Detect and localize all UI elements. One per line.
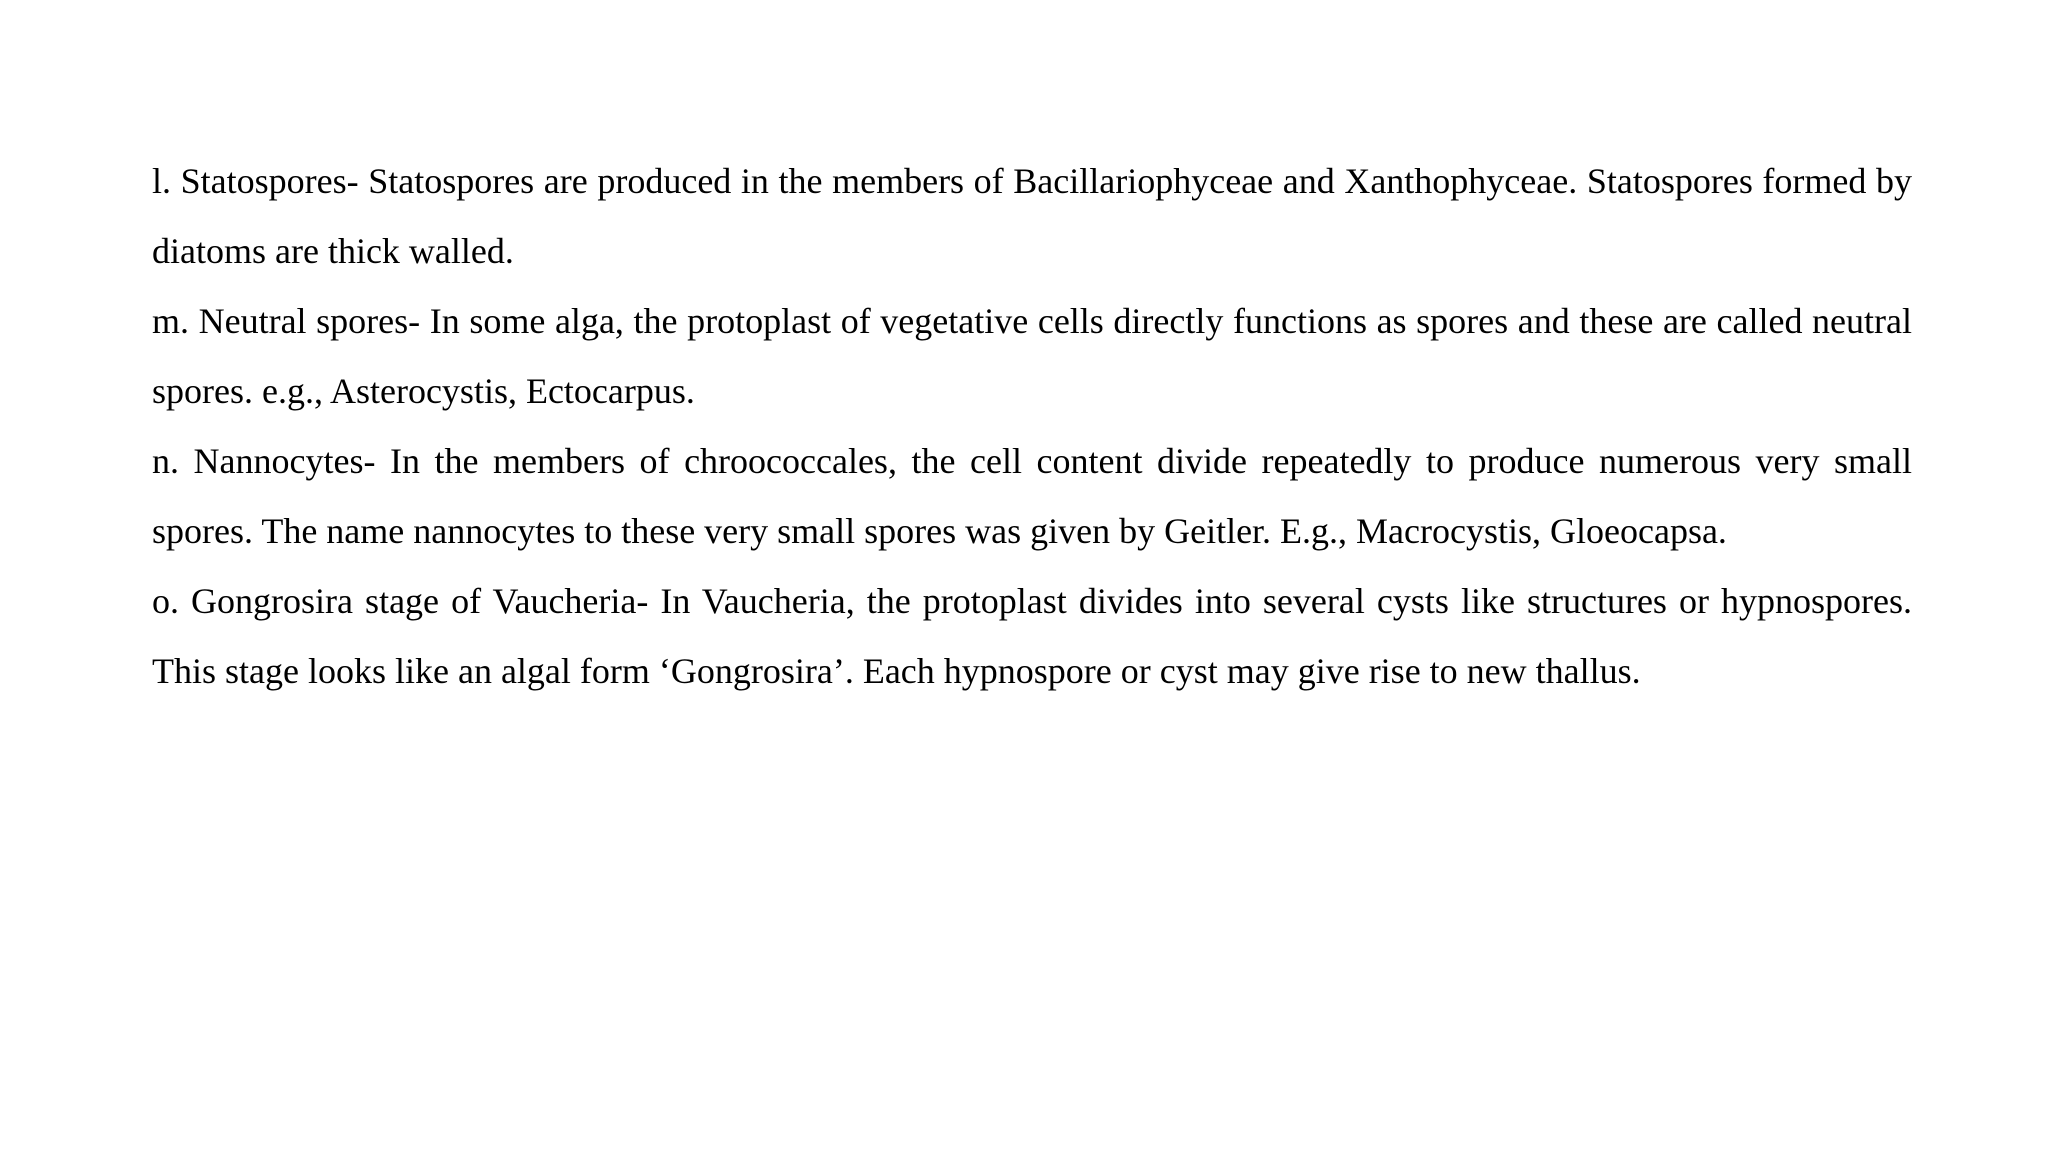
paragraph-nannocytes: n. Nannocytes- In the members of chroococcales, the cell content divide repeatedly to produce numerous very small spores. The name nannocytes to these very small spores was given by Geitler. E.g., Macrocystis, Gloeocapsa. [152, 441, 1912, 551]
document-body [152, 146, 1912, 706]
paragraph-neutral-spores: m. Neutral spores- In some alga, the protoplast of vegetative cells directly functions as spores and these are called neutral spores. e.g., Asterocystis, Ectocarpus. [152, 301, 1912, 411]
paragraph-statospores: l. Statospores- Statospores are produced in the members of Bacillariophyceae and Xanthophyceae. Statospores formed by diatoms are thick walled. [152, 161, 1912, 271]
paragraph-gongrosira-stage: o. Gongrosira stage of Vaucheria- In Vaucheria, the protoplast divides into several cysts like structures or hypnospores. This stage looks like an algal form ‘Gongrosira’. Each hypnospore or cyst may give rise to new thallus. [152, 581, 1912, 691]
